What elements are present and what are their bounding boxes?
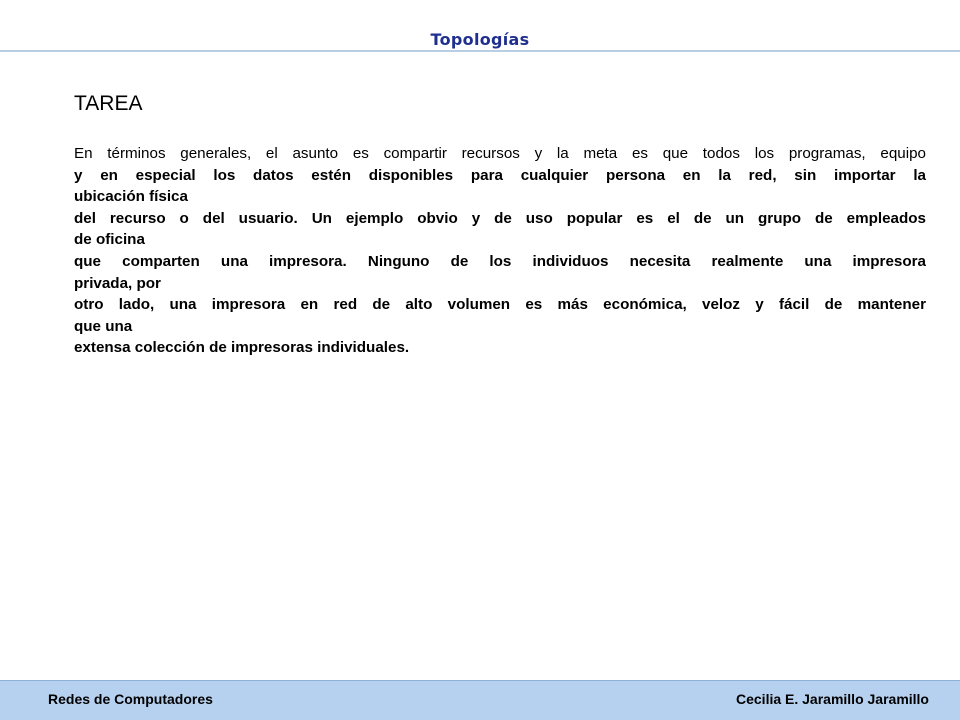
body-line: En términos generales, el asunto es compartir recursos y la meta es que todos los programas, equipo	[74, 145, 926, 162]
slide-title: Topologías	[430, 30, 530, 49]
body-line: que una	[74, 317, 133, 335]
footer-bar	[0, 680, 960, 720]
footer-course-name: Redes de Computadores	[48, 691, 213, 707]
body-line: privada, por	[74, 274, 161, 292]
footer-author-name: Cecilia E. Jaramillo Jaramillo	[736, 691, 929, 707]
body-line: y en especial los datos estén disponibles para cualquier persona en la red, sin importar la	[74, 166, 926, 184]
body-line: que comparten una impresora. Ninguno de los individuos necesita realmente una impresora	[74, 252, 926, 270]
header-divider	[0, 50, 960, 52]
body-line: ubicación física	[74, 188, 188, 206]
body-text	[74, 143, 926, 359]
body-line: extensa colección de impresoras individuales.	[74, 339, 410, 357]
body-line: de oficina	[74, 231, 145, 249]
section-heading: TAREA	[74, 92, 143, 115]
body-line: otro lado, una impresora en red de alto volumen es más económica, veloz y fácil de mantener	[74, 296, 926, 314]
body-line: del recurso o del usuario. Un ejemplo obvio y de uso popular es el de un grupo de empleados	[74, 209, 926, 227]
